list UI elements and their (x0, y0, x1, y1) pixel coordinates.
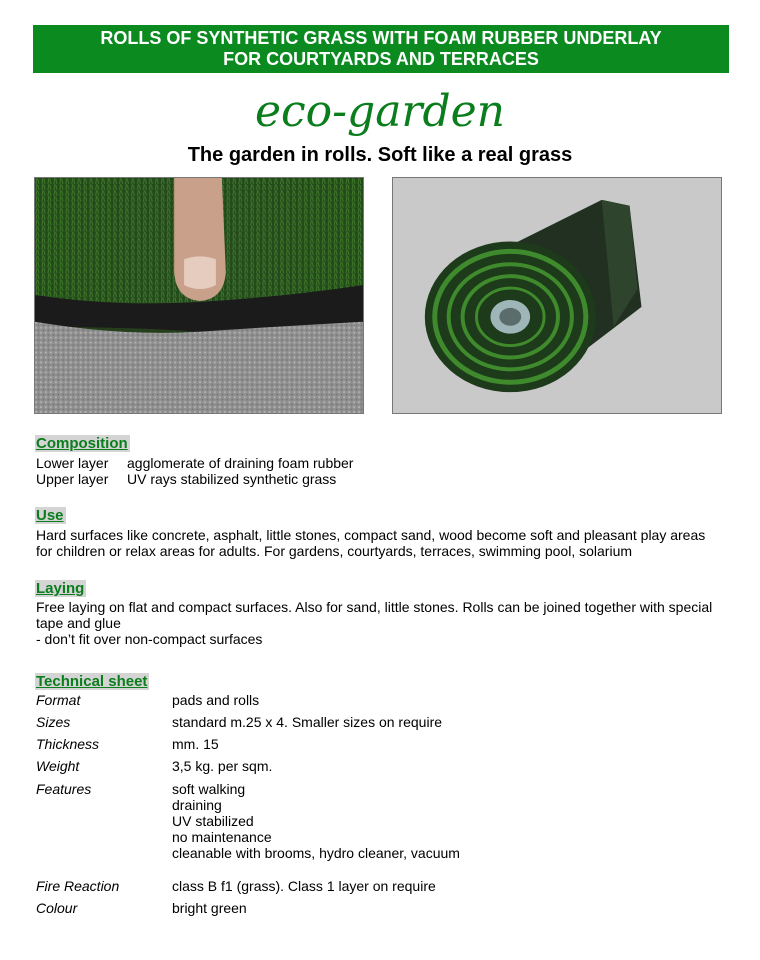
tech-value: 3,5 kg. per sqm. (172, 758, 273, 774)
grass-roll-illustration (393, 178, 721, 413)
tech-label: Thickness (36, 736, 100, 752)
composition-value: UV rays stabilized synthetic grass (127, 471, 337, 487)
feature-item: draining (172, 797, 222, 813)
use-paragraph (36, 527, 705, 559)
composition-value: agglomerate of draining foam rubber (127, 455, 354, 471)
tech-label: Colour (36, 900, 78, 916)
tech-value: pads and rolls (172, 692, 260, 708)
laying-line-1: Free laying on flat and compact surfaces. Also for sand, little stones. Rolls can be joined together with special (36, 599, 713, 615)
laying-paragraph (36, 599, 712, 647)
brand-logo: eco-garden (254, 86, 505, 137)
tech-value: bright green (172, 900, 247, 916)
use-heading: Use (36, 507, 64, 524)
laying-line-3: - don’t fit over non-compact surfaces (36, 631, 263, 647)
composition-heading: Composition (36, 435, 128, 452)
feature-item: no maintenance (172, 829, 272, 845)
laying-heading: Laying (36, 580, 85, 597)
tech-label: Sizes (36, 714, 71, 730)
tech-label: Fire Reaction (36, 878, 120, 894)
tech-label: Weight (36, 758, 80, 774)
laying-line-2: tape and glue (36, 615, 121, 631)
feature-item: cleanable with brooms, hydro cleaner, vacuum (172, 845, 460, 861)
use-line-1: Hard surfaces like concrete, asphalt, little stones, compact sand, wood become soft and pleasant play areas (36, 527, 706, 543)
tech-label: Format (36, 692, 81, 708)
grass-closeup-photo (34, 177, 364, 414)
grass-closeup-illustration (35, 178, 363, 413)
tech-value: class B f1 (grass). Class 1 layer on require (172, 878, 436, 894)
composition-label: Lower layer (36, 455, 109, 471)
banner-line-2: FOR COURTYARDS AND TERRACES (223, 49, 539, 69)
tech-label: Features (36, 781, 92, 797)
grass-roll-photo (392, 177, 722, 414)
feature-item: UV stabilized (172, 813, 254, 829)
tech-value: mm. 15 (172, 736, 219, 752)
features-list (172, 781, 460, 861)
tagline: The garden in rolls. Soft like a real grass (187, 144, 573, 166)
composition-label: Upper layer (36, 471, 109, 487)
banner-line-1: ROLLS OF SYNTHETIC GRASS WITH FOAM RUBBER UNDERLAY (100, 28, 662, 48)
feature-item: soft walking (172, 781, 246, 797)
title-banner (33, 25, 729, 73)
technical-sheet-heading: Technical sheet (36, 673, 148, 690)
tech-value: standard m.25 x 4. Smaller sizes on require (172, 714, 443, 730)
use-line-2: for children or relax areas for adults. For gardens, courtyards, terraces, swimming pool, solarium (36, 543, 633, 559)
